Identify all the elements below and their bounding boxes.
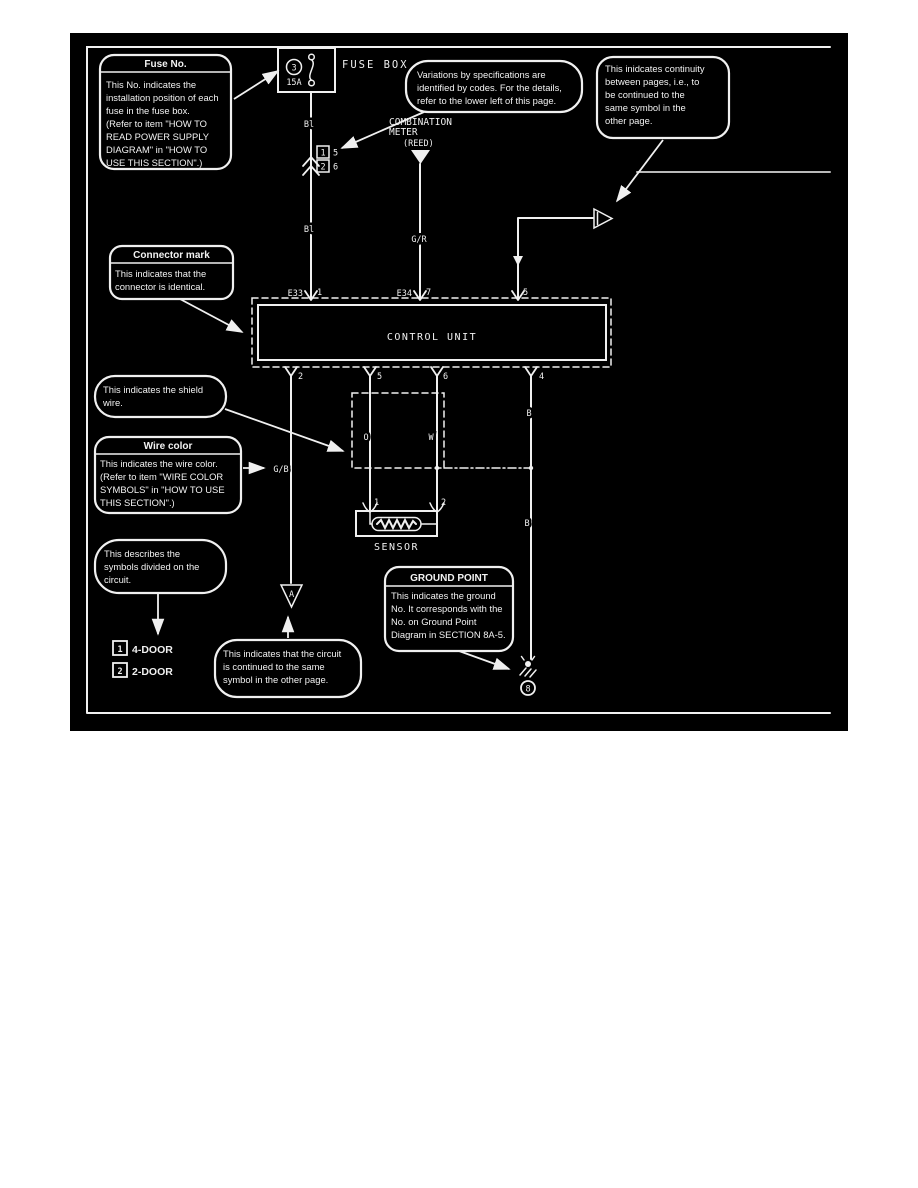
callout-text-line: installation position of each bbox=[106, 92, 219, 103]
connector-id-e34: E34 bbox=[396, 289, 412, 299]
callout-text-line: between pages, i.e., to bbox=[605, 76, 700, 87]
fuse-rating: 15A bbox=[286, 78, 302, 88]
pin-top-5: 5 bbox=[523, 288, 529, 298]
wire-label-w: W bbox=[428, 433, 434, 443]
callout-text-line: This indicates the wire color. bbox=[100, 458, 218, 469]
pin-bottom-6: 6 bbox=[443, 372, 449, 382]
variant-code-1: 1 bbox=[320, 148, 326, 159]
callout-text-line: READ POWER SUPPLY bbox=[106, 131, 209, 142]
ground-dot bbox=[525, 661, 531, 667]
callout-text-line: DIAGRAM" in "HOW TO bbox=[106, 144, 208, 155]
sensor-pin-2: 2 bbox=[441, 498, 447, 508]
callout-wire-color-title: Wire color bbox=[143, 441, 193, 452]
combination-meter-label-2: METER bbox=[389, 127, 418, 138]
callout-text-line: (Refer to item "WIRE COLOR bbox=[100, 471, 224, 482]
callout-continued bbox=[215, 640, 361, 697]
wire-label-b-top: B bbox=[526, 409, 532, 419]
callout-connector-mark-title: Connector mark bbox=[133, 250, 210, 261]
wire-label-gb: G/B bbox=[273, 465, 289, 475]
callout-text-line: USE THIS SECTION".) bbox=[106, 157, 203, 168]
legend-label-1: 4-DOOR bbox=[132, 644, 173, 656]
callout-ground-point-title: GROUND POINT bbox=[410, 573, 488, 584]
callout-text-line: Diagram in SECTION 8A-5. bbox=[391, 629, 506, 640]
ground-number: 8 bbox=[525, 684, 531, 695]
callout-fuse-no-title: Fuse No. bbox=[144, 59, 187, 70]
control-unit-label: CONTROL UNIT bbox=[386, 332, 478, 343]
wire-label-bl-bottom: Bl bbox=[303, 225, 315, 235]
callout-text-line: This describes the bbox=[104, 548, 181, 559]
callout-text-line: This indicates the shield bbox=[103, 384, 204, 395]
pin-e34-7: 7 bbox=[426, 288, 432, 298]
callout-text-line: circuit. bbox=[104, 574, 132, 585]
fuse-box-label: FUSE BOX bbox=[342, 59, 409, 71]
pin-bottom-5: 5 bbox=[377, 372, 383, 382]
wire-label-o: O bbox=[363, 433, 369, 443]
wire-label-gr: G/R bbox=[411, 235, 427, 245]
callout-text-line: This inidcates continuity bbox=[605, 63, 705, 74]
fuse-number: 3 bbox=[291, 63, 297, 74]
callout-text-line: other page. bbox=[605, 115, 653, 126]
pin-e33-1: 1 bbox=[317, 288, 323, 298]
callout-text-line: No. on Ground Point bbox=[391, 616, 477, 627]
callout-text-line: Variations by specifications are bbox=[417, 69, 546, 80]
pin-bottom-2: 2 bbox=[298, 372, 304, 382]
variant-pin-1: 5 bbox=[333, 148, 339, 159]
sensor-label: SENSOR bbox=[373, 542, 420, 553]
variant-pin-2: 6 bbox=[333, 162, 339, 173]
callout-text-line: THIS SECTION".) bbox=[100, 497, 175, 508]
legend-code-2: 2 bbox=[117, 667, 123, 677]
callout-continuity bbox=[597, 57, 729, 138]
callout-wire-color bbox=[95, 437, 241, 513]
callout-text-line: refer to the lower left of this page. bbox=[417, 95, 557, 106]
callout-text-line: connector is identical. bbox=[115, 281, 206, 292]
callout-symbols bbox=[95, 540, 226, 593]
callout-text-line: This indicates that the bbox=[115, 268, 207, 279]
legend-code-1: 1 bbox=[117, 645, 123, 655]
junction-dot bbox=[529, 466, 533, 470]
callout-variations bbox=[406, 61, 582, 112]
variant-code-2: 2 bbox=[320, 162, 326, 173]
callout-text-line: wire. bbox=[103, 397, 123, 408]
callout-fuse-no bbox=[100, 55, 231, 169]
continuation-letter: A bbox=[288, 590, 295, 600]
callout-text-line: symbols divided on the bbox=[104, 561, 200, 572]
callout-text-line: (Refer to item "HOW TO bbox=[106, 118, 207, 129]
wire-label-b-bottom: B bbox=[524, 519, 530, 529]
legend-label-2: 2-DOOR bbox=[132, 666, 173, 678]
callout-text-line: fuse in the fuse box. bbox=[106, 105, 190, 116]
callout-text-line: SYMBOLS" in "HOW TO USE bbox=[100, 484, 225, 495]
wire-label-bl-top: Bl bbox=[303, 120, 315, 130]
combination-meter-label-3: (REED) bbox=[403, 139, 434, 149]
callout-text-line: This indicates the ground bbox=[391, 590, 496, 601]
pin-bottom-4: 4 bbox=[539, 372, 545, 382]
combination-meter-label-1: COMBINATION bbox=[389, 117, 452, 128]
callout-shield bbox=[95, 376, 226, 417]
callout-text-line: same symbol in the bbox=[605, 102, 686, 113]
callout-text-line: No. It corresponds with the bbox=[391, 603, 503, 614]
callout-text-line: identified by codes. For the details, bbox=[417, 82, 562, 93]
callout-text-line: This No. indicates the bbox=[106, 79, 197, 90]
junction-dot bbox=[435, 466, 439, 470]
callout-text-line: symbol in the other page. bbox=[223, 674, 329, 685]
callout-text-line: be continued to the bbox=[605, 89, 685, 100]
sensor-pin-1: 1 bbox=[374, 498, 380, 508]
callout-text-line: This indicates that the circuit bbox=[223, 648, 342, 659]
callout-connector-mark bbox=[110, 246, 233, 299]
callout-text-line: is continued to the same bbox=[223, 661, 325, 672]
connector-id-e33: E33 bbox=[287, 289, 303, 299]
callout-ground-point bbox=[385, 567, 513, 651]
